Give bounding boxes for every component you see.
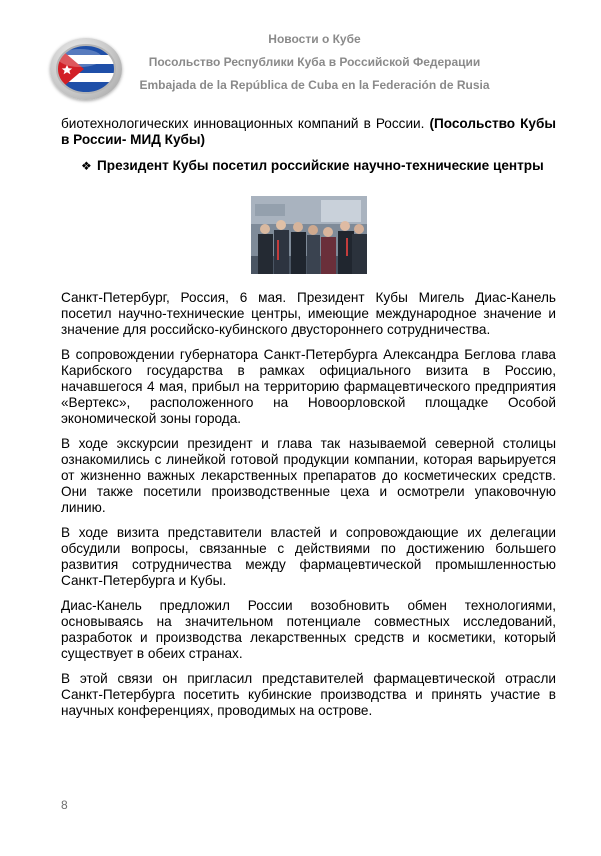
header-title: Новости о Кубе — [268, 32, 361, 46]
article-paragraph: В сопровождении губернатора Санкт-Петербурга Александра Беглова глава Карибского государства в рамках официального визита в Россию, начавшегося 4 мая, прибыл на территорию фармацевтического предприятия «Вертекс», расположенного на Новоорловской площадке Особой экономической зоны города. — [61, 347, 556, 426]
page-number: 8 — [61, 798, 68, 812]
article-photo — [251, 196, 367, 274]
article-heading — [81, 158, 556, 174]
diamond-bullet-icon: ❖ — [81, 159, 92, 173]
document-body — [61, 116, 556, 728]
intro-text: биотехнологических инновационных компаний в России. — [61, 116, 430, 131]
article-paragraph: Диас-Канель предложил России возобновить обмен технологиями, основываясь на значительном потенциале совместных исследований, разработок и производства лекарственных средств и косметики, который существует в обеих странах. — [61, 598, 556, 661]
article-title: Президент Кубы посетил российские научно-технические центры — [97, 158, 544, 173]
article-paragraph: Санкт-Петербург, Россия, 6 мая. Президент Кубы Мигель Диас-Канель посетил научно-технические центры, имеющие международное значение и значение для российско-кубинского двустороннего сотрудничества. — [61, 290, 556, 337]
article-paragraph: В этой связи он пригласил представителей фармацевтической отрасли Санкт-Петербурга посетить кубинские производства и принять участие в научных конференциях, проводимых на острове. — [61, 671, 556, 718]
article-paragraph: В ходе экскурсии президент и глава так называемой северной столицы ознакомились с линейкой готовой продукции компании, которая варьируется от жизненно важных лекарственных препаратов до косметических средств. Они также посетили производственные цеха и осмотрели упаковочную линию. — [61, 436, 556, 515]
intro-source: (Посольство Кубы в России- МИД Кубы) — [61, 116, 556, 147]
article-paragraph: В ходе визита представители властей и сопровождающие их делегации обсудили вопросы, связанные с действиями по достижению большего развития сотрудничества между фармацевтической промышленностью Санкт-Петербурга и Кубы. — [61, 525, 556, 588]
intro-paragraph — [61, 116, 556, 148]
header-embassy-es: Embajada de la República de Cuba en la Federación de Rusia — [139, 78, 490, 92]
header-embassy-ru: Посольство Республики Куба в Российской Федерации — [148, 55, 481, 69]
